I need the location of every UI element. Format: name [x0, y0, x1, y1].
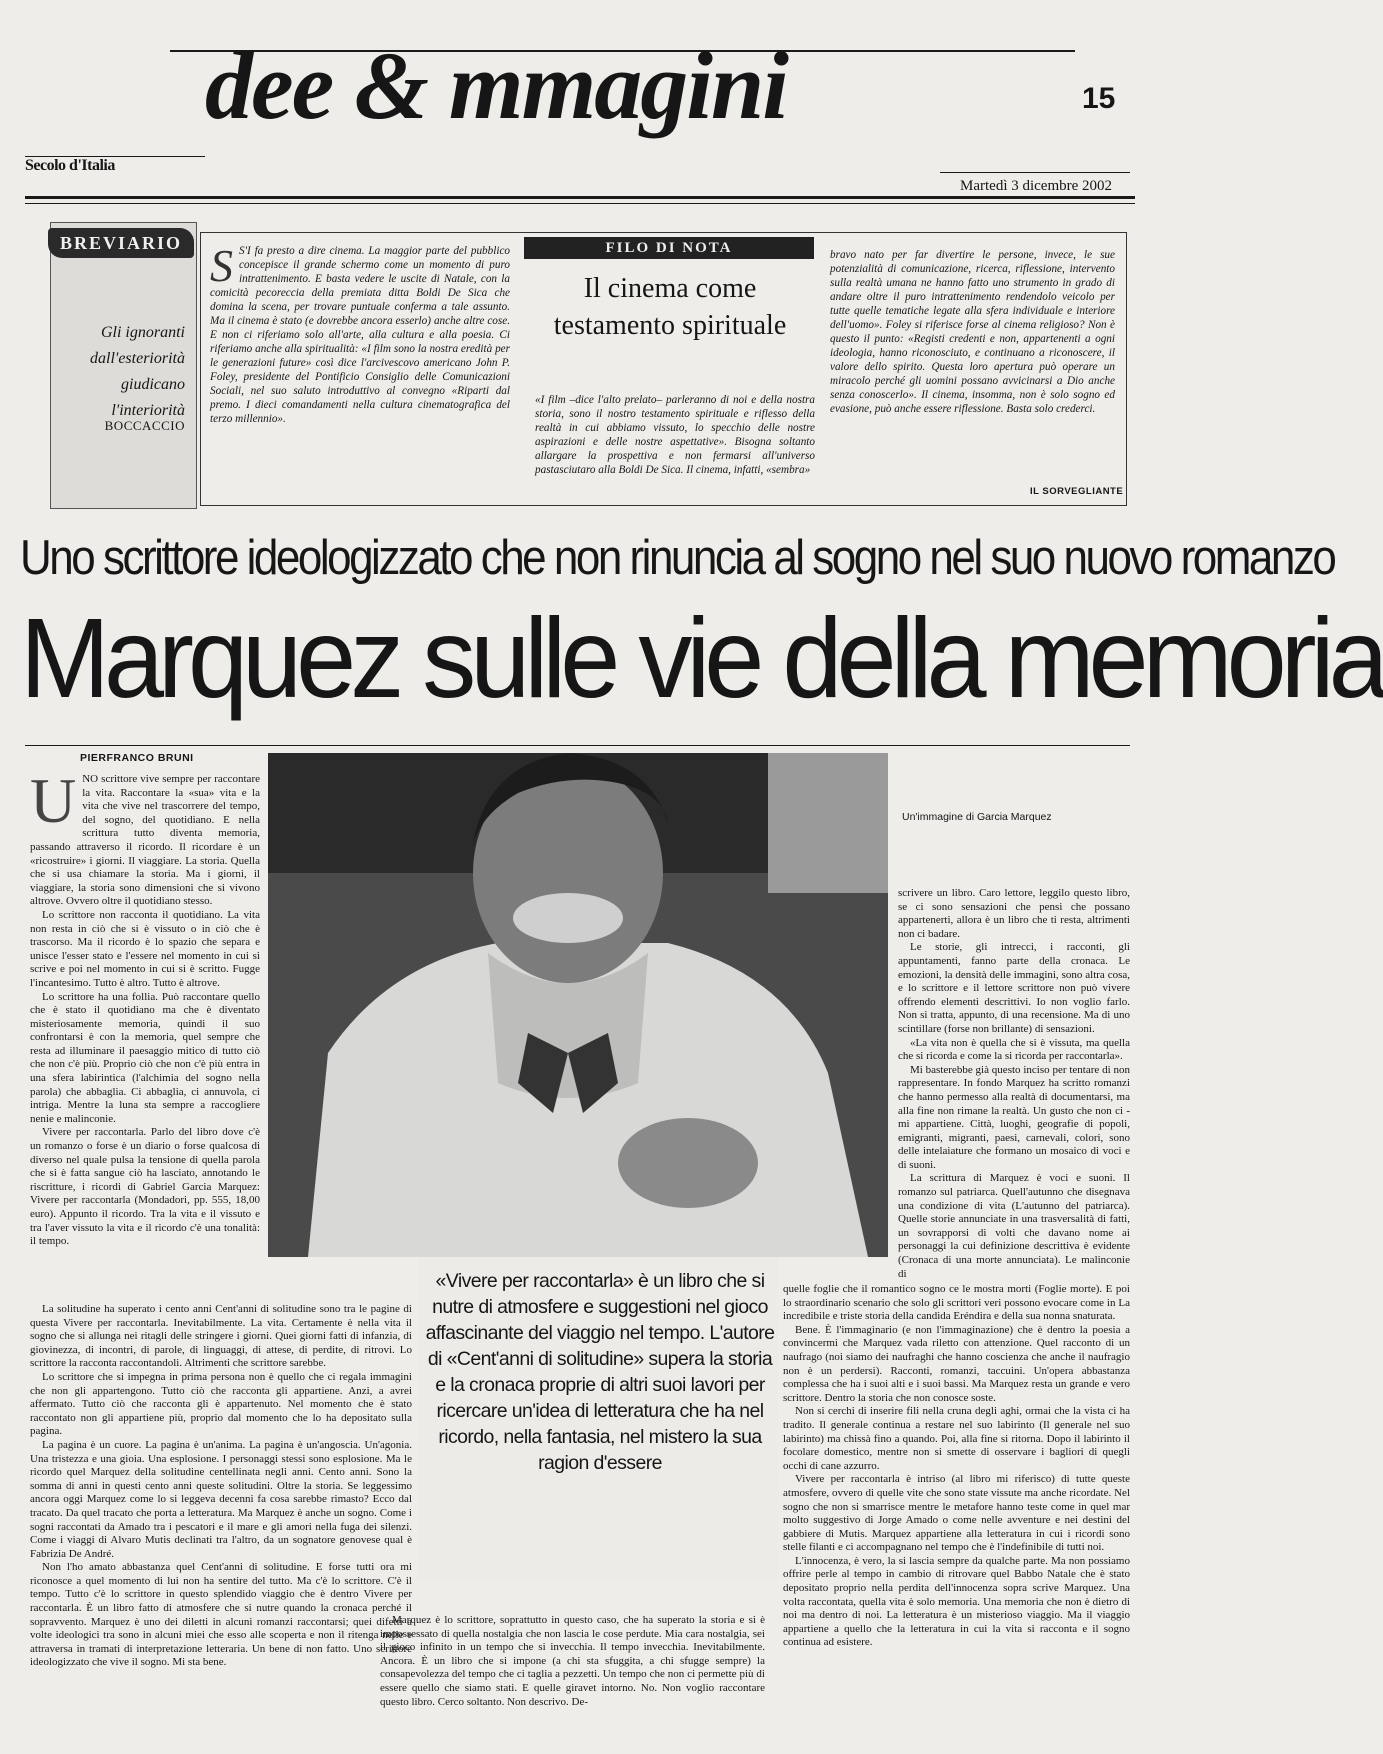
article-paragraph: Lo scrittore che si impegna in prima persona non è quello che ci regala immagini che non gli appartengono. Tutto ciò che racconta gli appartiene. Anzi, a avrei affermato. Tutto ciò che racconta gli è appartenuto. Nel momento che è stato raccontato non gli appartiene più, proprio dal momento che lo ha depositato sulla pagina. [30, 1370, 412, 1438]
article-paragraph: La solitudine ha superato i cento anni Cent'anni di solitudine sono tra le pagine di questa Vivere per raccontarla. Inevitabilmente. La vita. Certamente è nella vita il sogno che si allunga nei ritagli delle stringere i giorni. Quei giorni fatti di infanzia, di giovinezza, di incontri, di parole, di linguaggi, di attese, di perdite, di ritrovi. Lo scrittore la racconta raccontandoli. Altrimenti che scrittore sarebbe. [30, 1303, 412, 1370]
article-byline: PIERFRANCO BRUNI [80, 752, 194, 764]
masthead-bottom-thin-rule [25, 203, 1135, 204]
article-paragraph: scrivere un libro. Caro lettore, leggilo questo libro, se ci sono sensazioni che pensi che possano appartenerti, allora è un libro che ti resta, altrimenti non ci badare. [898, 887, 1130, 940]
headline-rule [25, 745, 1130, 746]
filo-column-2: «I film –dice l'alto prelato– parleranno di noi e della nostra storia, sono il nostro testamento spirituale e riflesso della realtà in cui abbiamo vissuto, lo specchio delle nostre aspirazioni e delle nostre aspettative». Bisogna soltanto allargare la prospettiva e non fermarsi all'universo pastasciutaro alla Boldi De Sica. Il cinema, infatti, «sembra» [535, 394, 815, 476]
page-number: 15 [1082, 82, 1116, 115]
filo-signature: IL SORVEGLIANTE [1030, 486, 1124, 497]
pullquote-text: «Vivere per raccontarla» è un libro che si nutre di atmosfere e suggestioni nel gioco affascinante del viaggio nel tempo. L'autore di «Cent'anni di solitudine» supera la storia e la cronaca proprie di altri suoi lavori per ricercare un'idea di letteratura che ha nel ricordo, nella fantasia, nel mistero la sua ragion d'essere [425, 1270, 775, 1474]
article-kicker: Uno scrittore ideologizzato che non rinuncia al sogno nel suo nuovo romanzo [20, 530, 1335, 586]
filo-column-1 [210, 240, 510, 426]
masthead-bottom-rule [25, 196, 1135, 199]
filo-di-nota-title: Il cinema come testamento spirituale [553, 273, 787, 341]
breviario-header: BREVIARIO [48, 228, 194, 258]
filo-column-3: bravo nato per far divertire le persone, invece, le sue potenzialità di comunicazione, ricerca, riflessione, intervento sulla realtà umana ne hanno fatto uno strumento in grado di andare oltre il puro intrattenimento rendendolo veicolo per tutte quelle tematiche legate alla sfera individuale e interiore dell'uomo». Foley si riferisce forse al cinema religioso? Non è questo il punto: «Registi credenti e non, appartenenti a ogni ideologia, hanno riconosciuto, e continuano a riconoscere, il valore dello spirito. Questa loro apertura può operare un miracolo perché gli uomini possano avvicinarsi a Dio anche senza conoscerlo». Il cinema, insomma, non è solo sogno ed evasione, può anche essere riflessione. Basta solo crederci. [830, 249, 1115, 415]
article-paragraph: Le storie, gli intrecci, i racconti, gli appuntamenti, fanno parte della cronaca. Le emozioni, la densità delle immagini, sono altra cosa, e lo scrittore e il lettore scrittore non può vivere offrendo elementi descrittivi. Io non voglio farlo. Non si tratta, appunto, di una recensione. Ma di uno scintillare (forse non brillante) di sensazioni. [898, 941, 1130, 1035]
article-paragraph: L'innocenza, è vero, la si lascia sempre da qualche parte. Ma non possiamo offrire perle al tempo in cambio di ritrovare quel Babbo Natale che è stato depositato proprio nella perdita dell'innocenza sopra scrive Marquez. Una volta raccontata, quella vita è solo memoria. Una memoria che non è dietro di noi ma dentro di noi. La letteratura è un misterioso viaggio. Ma il viaggio appartiene a quello che la letteratura in cui la vita si racconta e il sogno continua ad esistere. [783, 1554, 1130, 1649]
article-paragraph: NO scrittore vive sempre per raccontare la vita. Raccontare la «sua» vita e la vita che vive nel trascorrere del tempo, del sogno, del quotidiano. E nella scrittura tutto diventa memoria, passando attraverso il ricordo. Il ricordare è un «ricostruire» i giorni. Il viaggiare. La storia. Quella che si usa chiamare la storia. Ma i giorni, il viaggiare, la storia sono dimensioni che si vivono altrove. Ovvero oltre il quotidiano stesso. [30, 773, 260, 908]
article-column-bottom-middle [380, 1614, 765, 1709]
article-paragraph: Non si cerchi di inserire fili nella cruna degli aghi, ormai che la vista ci ha tradito. Il generale continua a restare nel suo labirinto (Il generale nel suo labirinto) ma chissà fino a quando. Poi, alla fine si ritorna. Dopo il labirinto il focolare domestico, mentre non si smette di osservare i bagliori di quegli occhi di cane azzurro. [783, 1405, 1130, 1472]
article-dropcap: U [30, 765, 77, 836]
article-paragraph: Vivere per raccontarla è intriso (al libro mi riferisco) di tutte queste atmosfere, ovvero di quelle vite che sono state vissute ma anche ricordate. Nel sogno che non si smarrisce mentre le metafore hanno teste come in quel mar molto suggestivo di Jorge Amado o come nelle avventure e nei destini del gabbiere di Mutis. Marquez appartiene alla letteratura in cui i ricordi sono stelle filanti e ci accompagnano nel tempo che è l'indefinibile di tutti noi. [783, 1473, 1130, 1554]
filo-dropcap: S [210, 240, 233, 291]
marquez-portrait-illustration [268, 753, 888, 1257]
filo-di-nota-header: FILO DI NOTA [524, 237, 814, 259]
filo-column-1-text: S'I fa presto a dire cinema. La maggior parte del pubblico concepisce il grande schermo come un momento di puro intrattenimento. E basta vedere le uscite di Natale, con la comicità pecoreccia della premiata ditta Boldi De Sica che domina la scena, per trovare puntuale conferma a tale assunto. Ma il cinema è stato (e dovrebbe ancora esserlo) anche altre cose. E non ci riferiamo solo all'arte, alla cultura e alla poesia. Ci riferiamo anche alla spiritualità: «I film sono la nostra eredità per le generazioni future» così dice l'arcivescovo americano John P. Foley, presidente del Pontificio Consiglio delle Comunicazioni Sociali, nel suo saluto introduttivo al convegno «Riparti dal premo. I dieci comandamenti nella cultura cinematografica del terzo millennio». [210, 245, 510, 425]
article-headline: Marquez sulle vie della memoria [20, 593, 1383, 721]
article-paragraph: Mi basterebbe già questo inciso per tentare di non rappresentare. In fondo Marquez ha scritto romanzi che hanno permesso alla realtà di documentarsi, ma alla fine non rimane la realtà. Un gusto che non ci - mi appartiene. Città, luoghi, geografie di popoli, emigranti, migranti, paesi, carnevali, colori, sono delle intelaiature che formano un mosaico di voci e di suoni. [898, 1063, 1130, 1171]
breviario-quote: Gli ignoranti dall'esteriorità giudicano l'interiorità [90, 324, 185, 419]
article-column-lower-left [30, 1303, 412, 1670]
article-paragraph: La scrittura di Marquez è voci e suoni. Il romanzo sul patriarca. Quell'autunno che disegnava una condizione di vita (L'autunno del patriarca). Quelle storie annunciate in una trasversalità di fatti, un sovrapporsi di volti che davano nome ai personaggi la cui definizione descrittiva è evidente (Cronaca di una morte annunciata). Le malinconie di [898, 1172, 1130, 1280]
article-column-left [30, 765, 260, 1249]
article-paragraph: La pagina è un cuore. La pagina è un'anima. La pagina è un'angoscia. Un'agonia. Una tristezza e una gioia. Una esplosione. I personaggi stessi sono esplosione. Ma le ricordo quel Marquez della solitudine centellinata negli anni. Cento anni. Sono la somma di anni in questi cento anni queste solitudini. Oltre la storia. Se leggessimo ancora oggi Marquez come lo si leggeva decenni fa cosa sarebbe rimasto? Ecco dal tracato. Da quel tracato che porta a letteratura. Ma Marquez è anche un sogno. Come i sogni raccontati da Amado tra i pescatori e il mare e gli amori nella fuga dei silenzi. Come i viaggi di Alvaro Mutis declinati tra l'altro, da un sognatore genovese qual è Fabrizia De André. [30, 1438, 412, 1560]
article-paragraph: Lo scrittore ha una follia. Può raccontare quello che è stato il quotidiano ma che è diventato misteriosamente memoria, quindi il suo confrontarsi è con la memoria, quel sempre che resta ad illuminare il paesaggio mitico di tutto ciò che non c'è più. Proprio ciò che non c'è più entra in una sfera labirintica (l'alchimia del sogno nella parola) che abbaglia. Ci abbaglia, ci annuvola, ci intriga. Mentre la luna sta sempre a raccogliere nenie e malinconie. [30, 990, 260, 1125]
article-paragraph: Bene. È l'immaginario (e non l'immaginazione) che è dentro la poesia a convincermi che Marquez vada riletto con attenzione. Quel racconto di un naufrago (noi siamo dei naufraghi che hanno coscienza che anche il naufragio non è un perdersi). Racconti, romanzi, taccuini. Un'opera abbastanza complessa che ha i suoi alti e i suoi bassi. Ma Marquez resta un grande e vero scrittore. Dentro la storia che non conosce soste. [783, 1323, 1130, 1404]
article-column-lower-right [783, 1283, 1130, 1650]
photo-caption: Un'immagine di Garcia Marquez [902, 811, 1052, 823]
newspaper-name: Secolo d'Italia [25, 157, 115, 174]
article-paragraph: Lo scrittore non racconta il quotidiano. La vita non resta in ciò che si è vissuto o in ciò che è trascorso. Ma il ricordo è lo spazio che separa e unisce l'esser stato e l'essere nel momento in cui si scrive e poi nel momento in cui si è scritto. Fugge l'incantesimo. Tutto è altro. Tutto è altrove. [30, 908, 260, 989]
article-column-right [898, 887, 1130, 1281]
article-paragraph: Vivere per raccontarla. Parlo del libro dove c'è un romanzo o forse è un diario o forse qualcosa di diverso nel quale pulsa la tensione di quella parola che si è fatta sangue ciò ha lasciato, annotando le riscritture, i ricordi di Gabriel Garcia Marquez: Vivere per raccontarla (Mondadori, pp. 555, 18,00 euro). Appunto il ricordo. Tra la vita e il vissuto e tra l'aver vissuto la vita e il ricordo c'è una tonalità: il tempo. [30, 1126, 260, 1248]
article-paragraph: quelle foglie che il romantico sogno ce le mostra morti (Foglie morte). E poi lo straordinario scenario che solo gli scrittori veri possono evocare come in La incredibile e triste storia della candida Eréndira e della sua nonna snaturata. [783, 1283, 1130, 1323]
marquez-photo [268, 753, 888, 1257]
publication-date: Martedì 3 dicembre 2002 [960, 178, 1113, 194]
masthead-left-rule [25, 156, 205, 157]
masthead-date-rule [940, 172, 1130, 173]
article-paragraph: Marquez è lo scrittore, soprattutto in questo caso, che ha superato la storia e si è impossessato di quella nostalgia che non lascia le cose perdute. Mia cara nostalgia, sei il gioco infinito in un tempo che si invecchia. Il tempo invecchia. Inevitabilmente. Ancora. È un libro che si impone (a chi sta sfuggita, a chi sfugge sempre) la consapevolezza del tempo che ci taglia a pezzetti. Un tempo che non ci permette più di essere quello che siamo stati. E quelle giravet intorno. No. Non voglio raccontare questo libro. Cerco soltanto. Non descrivo. De- [380, 1614, 765, 1708]
article-paragraph: Non l'ho amato abbastanza quel Cent'anni di solitudine. E forse tutti ora mi riconosce a quel momento di lui non ha sentire del tutto. Ma c'è lo scrittore. C'è il tempo. Tutto c'è lo scrittore in questo splendido viaggio che è dentro Vivere per raccontarla. È un libro fatto di atmosfere che si nutre quando la cronaca perché il sopravvento. Marquez è uno dei diletti in alcuni romanzi raccontarsi; quei difetti a volte ideologici tra sono in alcuni miei che esso alle scoperta e non il ritenga nelle e attraversa in tramati di interpretazione letteraria. Un bene di non fatto. Uno scrittore ideologizzato che vive il sogno. Mi sta bene. [30, 1561, 412, 1669]
section-title: dee & mmagini [205, 32, 787, 139]
article-paragraph: «La vita non è quella che si è vissuta, ma quella che si ricorda e come la si ricorda per raccontarla». [898, 1036, 1130, 1063]
breviario-author: BOCCACCIO [104, 418, 185, 433]
